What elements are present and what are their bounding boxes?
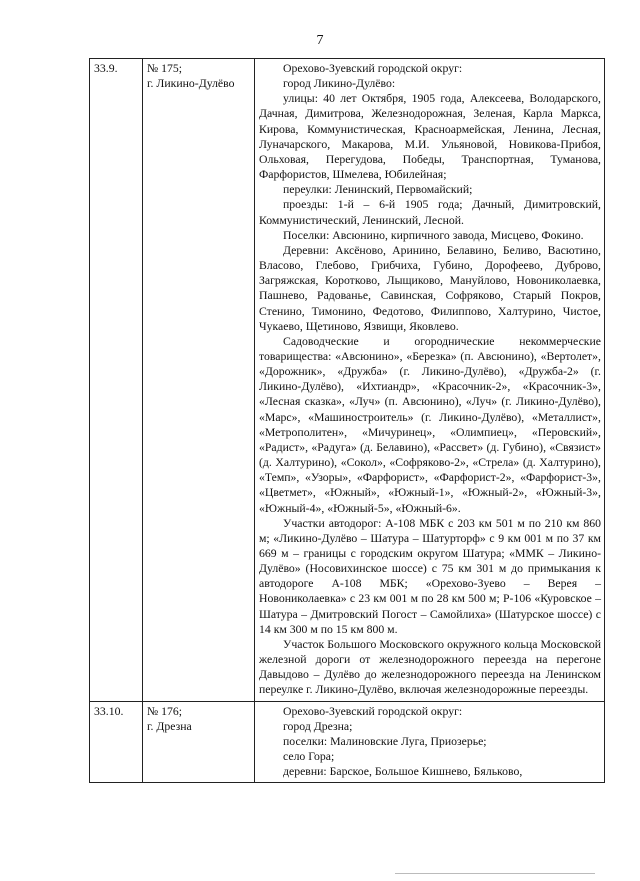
settlements-line: поселки: Малиновские Луга, Приозерье; (283, 734, 487, 748)
district-name-cell (143, 701, 255, 783)
city-header: город Ликино-Дулёво: (283, 77, 396, 91)
district-center: г. Ликино-Дулёво (147, 77, 235, 91)
scan-edge-line (395, 873, 595, 874)
row-number: 33.9. (90, 59, 143, 702)
settlements-paragraph: Поселки: Авсюнино, кирпичного завода, Мисцево, Фокино. (283, 228, 584, 242)
district-name-cell (143, 59, 255, 702)
village-line: село Гора; (283, 750, 335, 764)
passages-paragraph: проезды: 1-й – 6-й 1905 года; Дачный, Димитровский, Коммунистический, Ленинский, Лесной. (259, 198, 601, 227)
railway-paragraph: Участок Большого Московского окружного кольца Московской железной дороги от железнодорожного переезда на перегоне Давыдово – Дулёво до железнодорожного переезда на Ленинском переулке г. Ликино-Дулёво, включая железнодорожные переезды. (259, 637, 601, 697)
lanes-paragraph: переулки: Ленинский, Первомайский; (283, 183, 473, 197)
okrug-header: Орехово-Зуевский городской округ: (283, 62, 463, 75)
page-number: 7 (316, 33, 324, 48)
roads-paragraph: Участки автодорог: А-108 МБК с 203 км 501 м по 210 км 860 м; «Ликино-Дулёво – Шатура – Шатурторф» с 9 км 001 м по 37 км 669 м – границы с городским округом Шатура; «ММК – Ликино-Дулёво» (Носовихинское шоссе) с 75 км 301 м до примыкания к автодороге А-108 МБК; «Орехово-Зуево – Верея – Новониколаевка» с 23 км 001 м по 28 км 500 м; Р-106 «Куровское – Шатура – Дмитровский Погост – Самойлиха» (Шатурское шоссе) с 14 км 300 м по 15 км 800 м. (259, 516, 601, 636)
district-boundaries-cell (255, 59, 605, 702)
district-boundaries-cell (255, 701, 605, 783)
polling-districts-table (89, 58, 605, 783)
row-number: 33.10. (90, 701, 143, 783)
table-row (90, 59, 605, 702)
district-number: № 176; (147, 704, 183, 718)
villages-line: деревни: Барское, Большое Кишнево, Бяльково, (283, 765, 523, 779)
gardens-paragraph: Садоводческие и огороднические некоммерческие товарищества: «Авсюнино», «Березка» (п. Авсюнино), «Вертолет», «Дорожник», «Дружба» (г. Ликино-Дулёво), «Дружба-2» (г. Ликино-Дулёво), «Ихтиандр», «Красочник-2», «Красочник-3», «Лесная сказка», «Луч» (п. Авсюнино), «Луч» (г. Ликино-Дулёво), «Марс», «Машиностроитель» (г. Ликино-Дулёво), «Металлист», «Метрополитен», «Мичуринец», «Олимпиец», «Перовский», «Радист», «Радуга» (д. Белавино), «Рассвет» (д. Губино), «Связист» (д. Халтурино), «Сокол», «Софряково-2», «Стрела» (д. Халтурино), «Темп», «Узоры», «Фарфорист», «Фарфорист-2», «Фарфорист-3», «Цветмет», «Южный», «Южный-1», «Южный-2», «Южный-3», «Южный-4», «Южный-5», «Южный-6». (259, 334, 601, 515)
streets-paragraph: улицы: 40 лет Октября, 1905 года, Алексеева, Володарского, Дачная, Димитрова, Железнодорожная, Зеленая, Карла Маркса, Кирова, Коммунистическая, Красноармейская, Ленина, Лесная, Луначарского, Макарова, М.И. Ульяновой, Новикова-Прибоя, Ольховая, Перегудова, Победы, Транспортная, Туманова, Фарфористов, Шмелева, Юбилейная; (259, 92, 601, 182)
okrug-header: Орехово-Зуевский городской округ: (283, 704, 463, 718)
district-number: № 175; (147, 62, 183, 75)
table-row (90, 701, 605, 783)
villages-paragraph: Деревни: Аксёново, Аринино, Белавино, Беливо, Васютино, Власово, Глебово, Грибчиха, Губино, Дорофеево, Дуброво, Загряжская, Коротково, Лыщиково, Мануйлово, Новониколаевка, Пашнево, Радованье, Савинская, Софряково, Старый Покров, Стенино, Тимонино, Федотово, Филиппово, Халтурино, Чистое, Чукаево, Щетиново, Язвищи, Яковлево. (259, 243, 601, 333)
city-line: город Дрезна; (283, 719, 353, 733)
district-center: г. Дрезна (147, 719, 192, 733)
